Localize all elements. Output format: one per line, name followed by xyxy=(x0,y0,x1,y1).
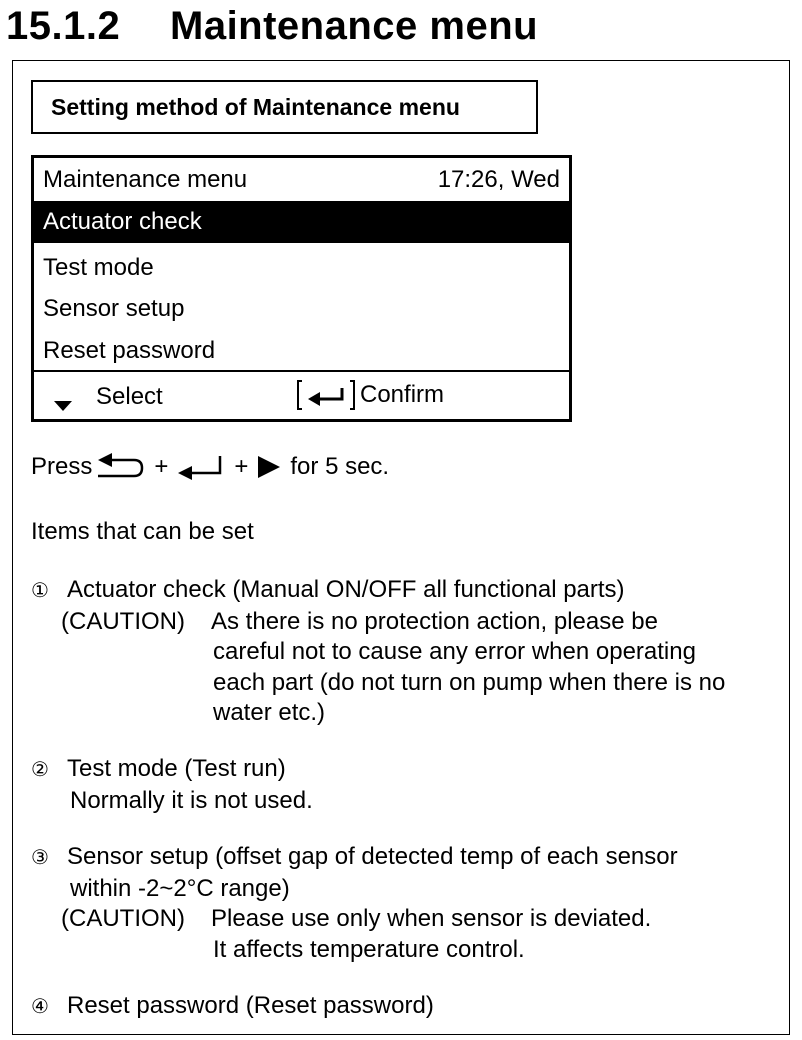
maintenance-screen xyxy=(31,155,572,422)
press-instruction xyxy=(31,452,389,482)
menu-item-sensor-setup[interactable]: Sensor setup xyxy=(43,295,185,322)
items-heading: Items that can be set xyxy=(31,518,254,545)
menu-item-actuator-check[interactable]: Actuator check xyxy=(34,201,569,243)
item-marker-1: ① xyxy=(31,580,49,602)
item-test-mode xyxy=(31,754,313,816)
item-marker-4: ④ xyxy=(31,996,49,1018)
confirm-hint xyxy=(296,379,444,411)
screen-clock: 17:26, Wed xyxy=(437,166,560,193)
screen-title: Maintenance menu xyxy=(43,166,248,193)
caution-line-3-2: It affects temperature control. xyxy=(213,935,525,963)
item-reset-password xyxy=(31,991,434,1023)
caution-line-1-3: each part (do not turn on pump when there is no xyxy=(213,668,726,696)
plus-sign-2: + xyxy=(234,453,249,480)
method-box xyxy=(31,80,538,134)
caution-line-1-2: careful not to cause any error when operating xyxy=(213,638,696,665)
item-marker-2: ② xyxy=(31,759,49,781)
item-actuator-check xyxy=(31,575,725,729)
back-icon xyxy=(96,452,146,482)
caution-line-3-1: Please use only when sensor is deviated. xyxy=(211,905,652,932)
enter-key-icon xyxy=(176,452,226,482)
item-sensor-setup xyxy=(31,842,678,965)
caution-label-3: (CAUTION) xyxy=(61,905,185,932)
section-number: 15.1.2 xyxy=(6,4,121,48)
method-box-label: Setting method of Maintenance menu xyxy=(51,94,460,120)
section-heading xyxy=(6,4,538,49)
down-arrow-icon xyxy=(54,390,72,418)
press-suffix: for 5 sec. xyxy=(290,453,390,480)
item-sub-line-3: within -2~2°C range) xyxy=(70,874,290,902)
right-triangle-icon xyxy=(256,454,282,480)
caution-label-1: (CAUTION) xyxy=(61,607,185,635)
select-label: Select xyxy=(96,383,163,410)
caution-line-1-4: water etc.) xyxy=(213,699,326,726)
menu-item-reset-password[interactable]: Reset password xyxy=(43,337,216,364)
item-sub-line-2: Normally it is not used. xyxy=(70,786,313,814)
section-title: Maintenance menu xyxy=(170,4,539,48)
plus-sign-1: + xyxy=(154,453,169,480)
menu-item-test-mode[interactable]: Test mode xyxy=(43,254,154,281)
press-prefix: Press xyxy=(31,453,93,480)
confirm-label: Confirm xyxy=(360,381,445,408)
item-text-1: Actuator check (Manual ON/OFF all functional parts) xyxy=(67,576,625,603)
item-text-4: Reset password (Reset password) xyxy=(67,992,434,1019)
screen-footer xyxy=(34,372,569,420)
caution-line-1-1: As there is no protection action, please be xyxy=(211,607,658,635)
enter-icon xyxy=(296,379,356,411)
item-text-3: Sensor setup (offset gap of detected temp of each sensor xyxy=(67,843,678,870)
item-text-2: Test mode (Test run) xyxy=(67,755,286,782)
item-marker-3: ③ xyxy=(31,847,49,869)
